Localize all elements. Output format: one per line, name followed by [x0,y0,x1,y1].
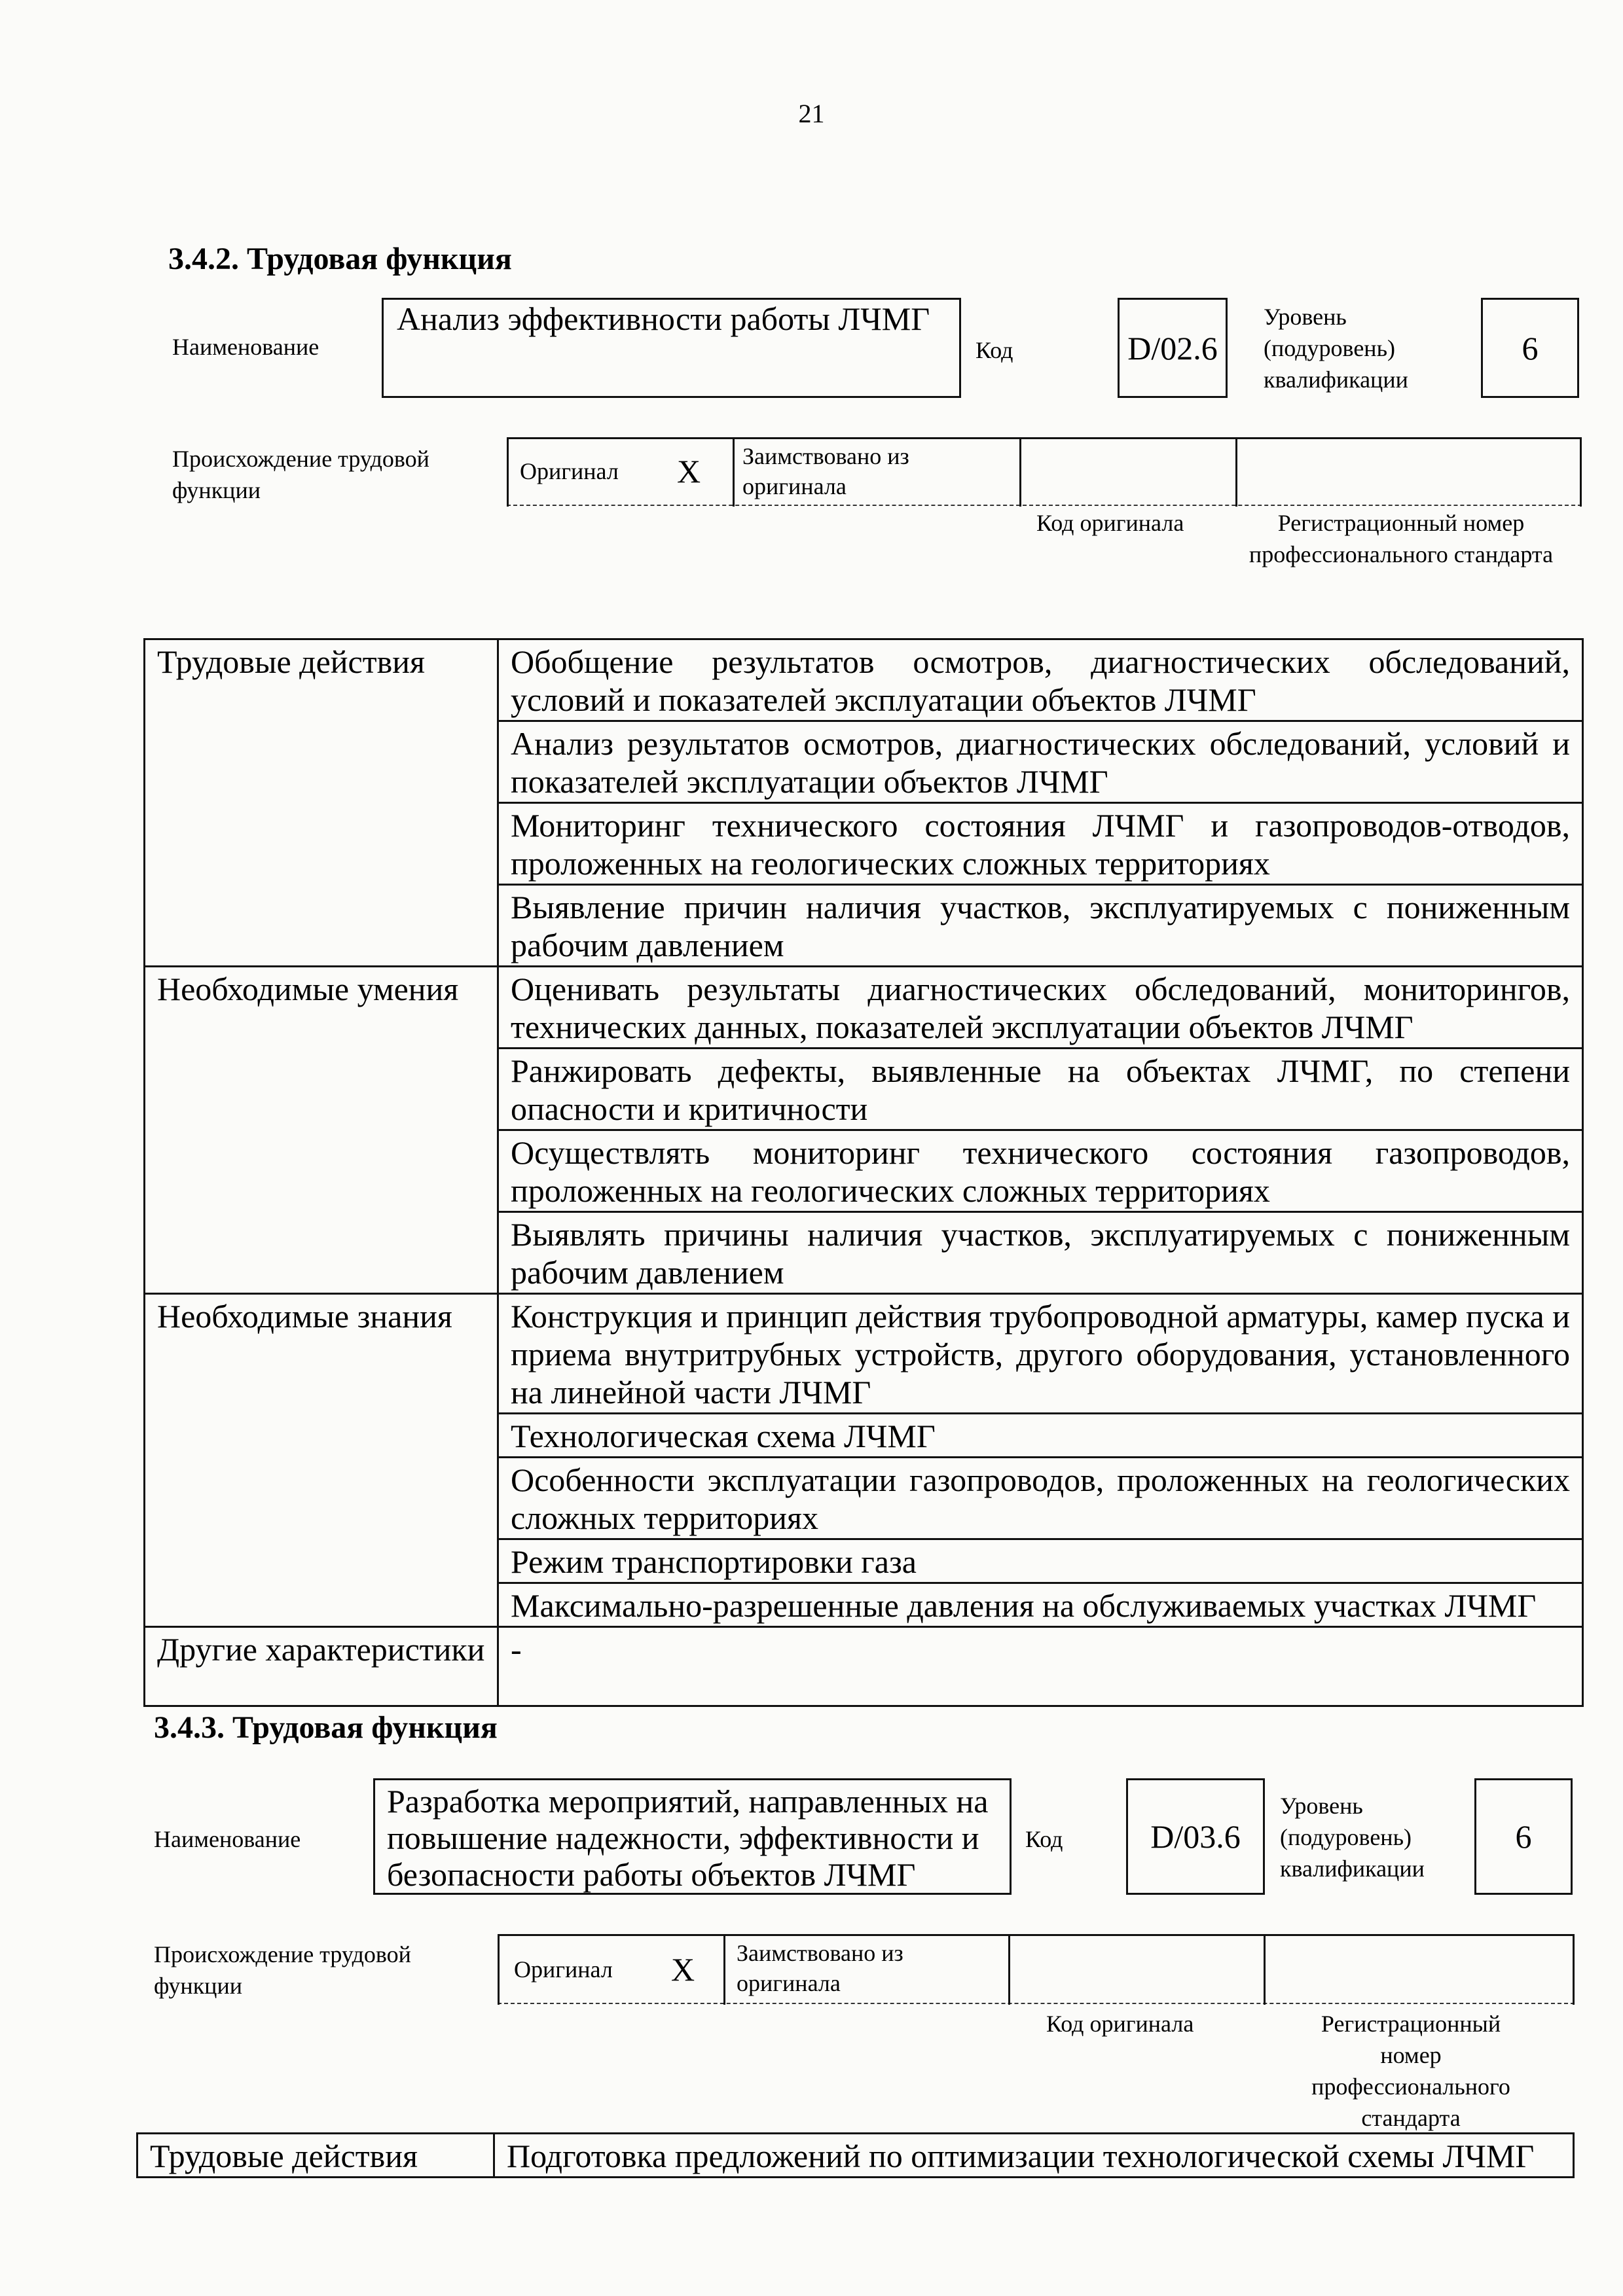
original-label: Оригинал [520,458,619,484]
table-cell: Особенности эксплуатации газопроводов, проложенных на геологических сложных территориях [498,1458,1583,1539]
level-value: 6 [1522,329,1539,367]
function-table [143,638,1584,1707]
original-label: Оригинал [514,1956,613,1982]
table-cell: Максимально-разрешенные давления на обслуживаемых участках ЛЧМГ [498,1583,1583,1627]
level-box [1481,298,1579,398]
table-cell: Мониторинг технического состояния ЛЧМГ и газопроводов-отводов, проложенных на геологических сложных территориях [498,803,1583,885]
table-cell: Ранжировать дефекты, выявленные на объектах ЛЧМГ, по степени опасности и критичности [498,1049,1583,1130]
origin-grid [507,437,1582,507]
table-cell: Режим транспортировки газа [498,1539,1583,1583]
code-value: D/02.6 [1127,329,1218,367]
reg-number-caption: Регистрационный номер профессионального стандарта [1249,510,1554,567]
code-box [1118,298,1228,398]
function-name: Разработка мероприятий, направленных на повышение надежности, эффективности и безопасности работы объектов ЛЧМГ [387,1783,989,1893]
table-cell: Выявлять причины наличия участков, эксплуатируемых с пониженным рабочим давлением [498,1212,1583,1294]
table-cell: Оценивать результаты диагностических обследований, мониторингов, технических данных, показателей эксплуатации объектов ЛЧМГ [498,967,1583,1049]
table-cell: Подготовка предложений по оптимизации технологической схемы ЛЧМГ [494,2134,1574,2178]
function-table [136,2132,1575,2178]
level-box [1474,1778,1573,1895]
name-label: Наименование [172,334,319,360]
level-label: Уровень (подуровень) квалификации [1264,304,1408,393]
function-name-box [373,1778,1012,1895]
original-mark: X [677,453,701,490]
code-label: Код [1025,1826,1063,1852]
origin-label: Происхождение трудовой функции [154,1941,411,1999]
reg-number-caption: Регистрационный номер профессионального стандарта [1311,2011,1510,2131]
table-cell: Конструкция и принцип действия трубопроводной арматуры, камер пуска и приема внутритрубных устройств, другого оборудования, установленного на линейной части ЛЧМГ [498,1294,1583,1414]
origin-label: Происхождение трудовой функции [172,446,429,503]
row-label: Необходимые знания [145,1294,498,1627]
table-cell: Осуществлять мониторинг технического состояния газопроводов, проложенных на геологических сложных территориях [498,1130,1583,1212]
section-title: 3.4.2. Трудовая функция [168,242,512,276]
function-name-box [382,298,961,398]
borrowed-label: Заимствовано из оригинала [742,443,909,499]
origin-grid [498,1934,1575,2005]
level-value: 6 [1515,1818,1532,1855]
borrowed-label: Заимствовано из оригинала [737,1940,903,1996]
row-label: Трудовые действия [137,2134,494,2178]
code-value: D/03.6 [1150,1818,1241,1855]
function-name: Анализ эффективности работы ЛЧМГ [397,300,930,337]
origin-code-caption: Код оригинала [1046,2011,1194,2037]
row-label: Необходимые умения [145,967,498,1294]
code-box [1126,1778,1265,1895]
table-cell: Выявление причин наличия участков, эксплуатируемых с пониженным рабочим давлением [498,885,1583,967]
table-cell: Анализ результатов осмотров, диагностических обследований, условий и показателей эксплуатации объектов ЛЧМГ [498,721,1583,803]
page-number: 21 [798,99,825,128]
row-label: Трудовые действия [145,639,498,967]
table-cell: Обобщение результатов осмотров, диагностических обследований, условий и показателей эксплуатации объектов ЛЧМГ [498,639,1583,721]
origin-code-caption: Код оригинала [1036,510,1184,536]
level-label: Уровень (подуровень) квалификации [1280,1793,1425,1882]
name-label: Наименование [154,1826,301,1852]
code-label: Код [976,337,1013,363]
row-label: Другие характеристики [145,1627,498,1706]
section-title: 3.4.3. Трудовая функция [154,1710,498,1745]
table-cell: - [498,1627,1583,1706]
table-cell: Технологическая схема ЛЧМГ [498,1414,1583,1458]
original-mark: X [671,1951,695,1988]
